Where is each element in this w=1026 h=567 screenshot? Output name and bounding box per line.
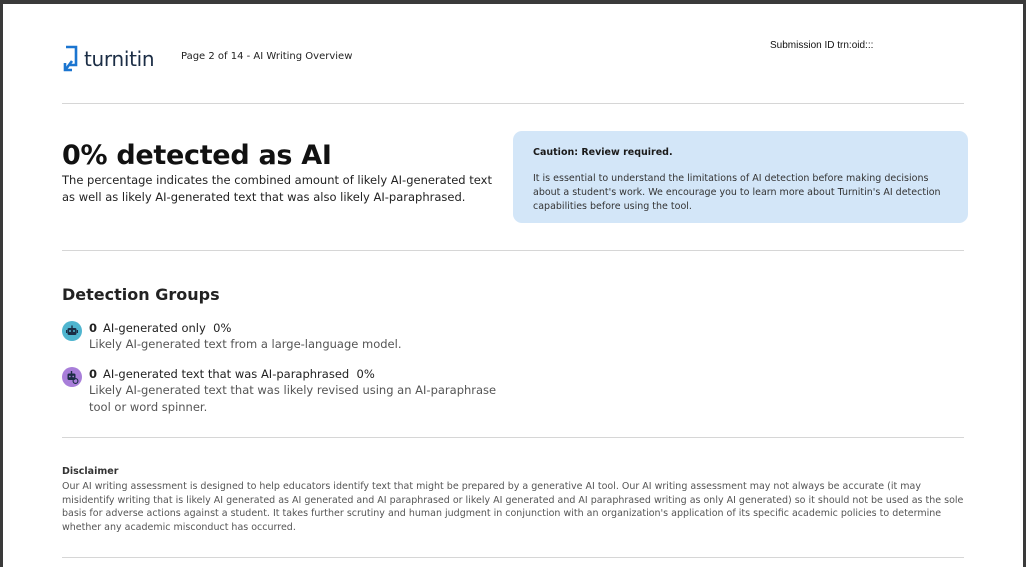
detection-group-ai-generated xyxy=(62,321,509,353)
percentage-description: The percentage indicates the combined amount of likely AI-generated text as well as likely AI-generated text that was also likely AI-paraphrased. xyxy=(62,173,492,204)
group-percent: 0% xyxy=(356,367,375,381)
group-summary xyxy=(89,367,509,382)
report-page xyxy=(3,4,1023,567)
disclaimer-body: Our AI writing assessment is designed to help educators identify text that might be prepared by a generative AI tool. Our AI writing assessment may not always be accurate (it may misidentify writing that is likely AI generated as AI generated and AI paraphrased or likely AI generated and AI paraphrased writing as only AI generated) so it should not be used as the sole basis for adverse actions against a student. It takes further scrutiny and human judgment in conjunction with an organization's application of its specific academic policies to determine whether any academic misconduct has occurred. xyxy=(62,481,964,533)
disclaimer-title: Disclaimer xyxy=(62,466,119,477)
group-description: Likely AI-generated text from a large-language model. xyxy=(89,337,402,351)
caution-body: It is essential to understand the limitations of AI detection before making decisions about a student's work. We encourage you to learn more about Turnitin's AI detection capabilities before using the tool. xyxy=(533,173,941,212)
divider xyxy=(62,437,964,438)
divider xyxy=(62,103,964,104)
caution-title: Caution: Review required. xyxy=(533,147,673,158)
submission-id: Submission ID trn:oid::: xyxy=(770,40,874,51)
detection-groups-title: Detection Groups xyxy=(62,285,220,304)
divider xyxy=(62,557,964,558)
caution-box xyxy=(513,131,968,223)
logo-text: turnitin xyxy=(84,47,155,71)
group-label: AI-generated text that was AI-paraphrased xyxy=(103,367,350,381)
robot-paraphrase-icon xyxy=(62,367,82,387)
group-percent: 0% xyxy=(213,321,232,335)
group-count: 0 xyxy=(89,321,98,335)
group-label: AI-generated only xyxy=(103,321,206,335)
robot-icon xyxy=(62,321,82,341)
group-description: Likely AI-generated text that was likely revised using an AI-paraphrase tool or word spinner. xyxy=(89,383,497,414)
turnitin-logo xyxy=(62,43,154,75)
page-label: Page 2 of 14 - AI Writing Overview xyxy=(181,51,353,62)
turnitin-logo-icon xyxy=(62,45,80,73)
detection-group-ai-paraphrased xyxy=(62,367,509,416)
ai-percentage-headline: 0% detected as AI xyxy=(62,140,332,171)
group-count: 0 xyxy=(89,367,98,381)
divider xyxy=(62,250,964,251)
group-summary xyxy=(89,321,509,336)
